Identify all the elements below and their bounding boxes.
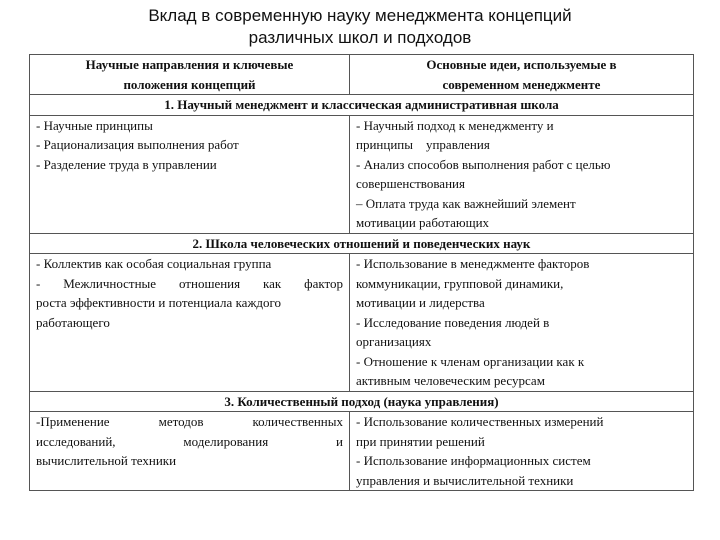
list-item: - Использование количественных измерений [356,414,604,429]
concepts-table [29,54,694,491]
list-item: коммуникации, групповой динамики, [356,275,564,291]
section-title-row [30,95,694,116]
header-left-line: положения концепций [123,76,256,92]
section-content-row [30,115,694,233]
section-left-cell [30,412,350,491]
list-item: -Применение методов количественных [36,414,343,429]
list-item: организациях [356,334,432,349]
list-item: вычислительной техники [36,453,177,468]
section-left-cell [30,115,350,233]
list-item: управления и вычислительной техники [356,472,574,488]
section-title-row [30,391,694,412]
section-right-cell [350,115,694,233]
list-item: - Анализ способов выполнения работ с целью [356,156,611,172]
list-item: - Исследование поведения людей в [356,314,550,330]
list-item: активным человеческим ресурсам [356,373,545,388]
header-right-line: современном менеджменте [442,76,601,92]
header-row [30,55,694,95]
list-item: - Использование информационных систем [356,453,591,468]
list-item: - Научные принципы [36,117,153,133]
list-item: - Разделение труда в управлении [36,156,217,172]
list-item: - Использование в менеджменте факторов [356,256,590,271]
header-right-line: Основные идеи, используемые в [426,57,617,72]
section-title: 3. Количественный подход (наука управления) [30,391,694,412]
section-title: 2. Школа человеческих отношений и поведенческих наук [30,233,694,254]
title-line-1: Вклад в современную науку менеджмента концепций [148,6,572,25]
list-item: - Рационализация выполнения работ [36,137,239,152]
list-item: – Оплата труда как важнейший элемент [356,195,576,211]
list-item: принципы управления [356,137,490,152]
page-title [0,5,720,49]
header-left [30,55,350,95]
section-content-row [30,412,694,491]
list-item: - Межличностные отношения как фактор [36,275,343,291]
list-item: работающего [36,314,110,330]
list-item: - Научный подход к менеджменту и [356,117,554,133]
list-item: - Отношение к членам организации как к [356,353,585,369]
list-item: - Коллектив как особая социальная группа [36,256,272,271]
list-item: мотивации и лидерства [356,295,485,310]
list-item: мотивации работающих [356,215,490,230]
section-right-cell [350,412,694,491]
header-left-line: Научные направления и ключевые [85,57,294,72]
list-item: при принятии решений [356,433,485,449]
list-item: исследований, моделирования и [36,433,343,449]
section-title: 1. Научный менеджмент и классическая административная школа [30,95,694,116]
list-item: роста эффективности и потенциала каждого [36,295,282,310]
section-content-row [30,254,694,392]
section-left-cell [30,254,350,392]
section-right-cell [350,254,694,392]
section-title-row [30,233,694,254]
title-line-2: различных школ и подходов [248,28,472,47]
header-right [350,55,694,95]
list-item: совершенствования [356,176,465,191]
